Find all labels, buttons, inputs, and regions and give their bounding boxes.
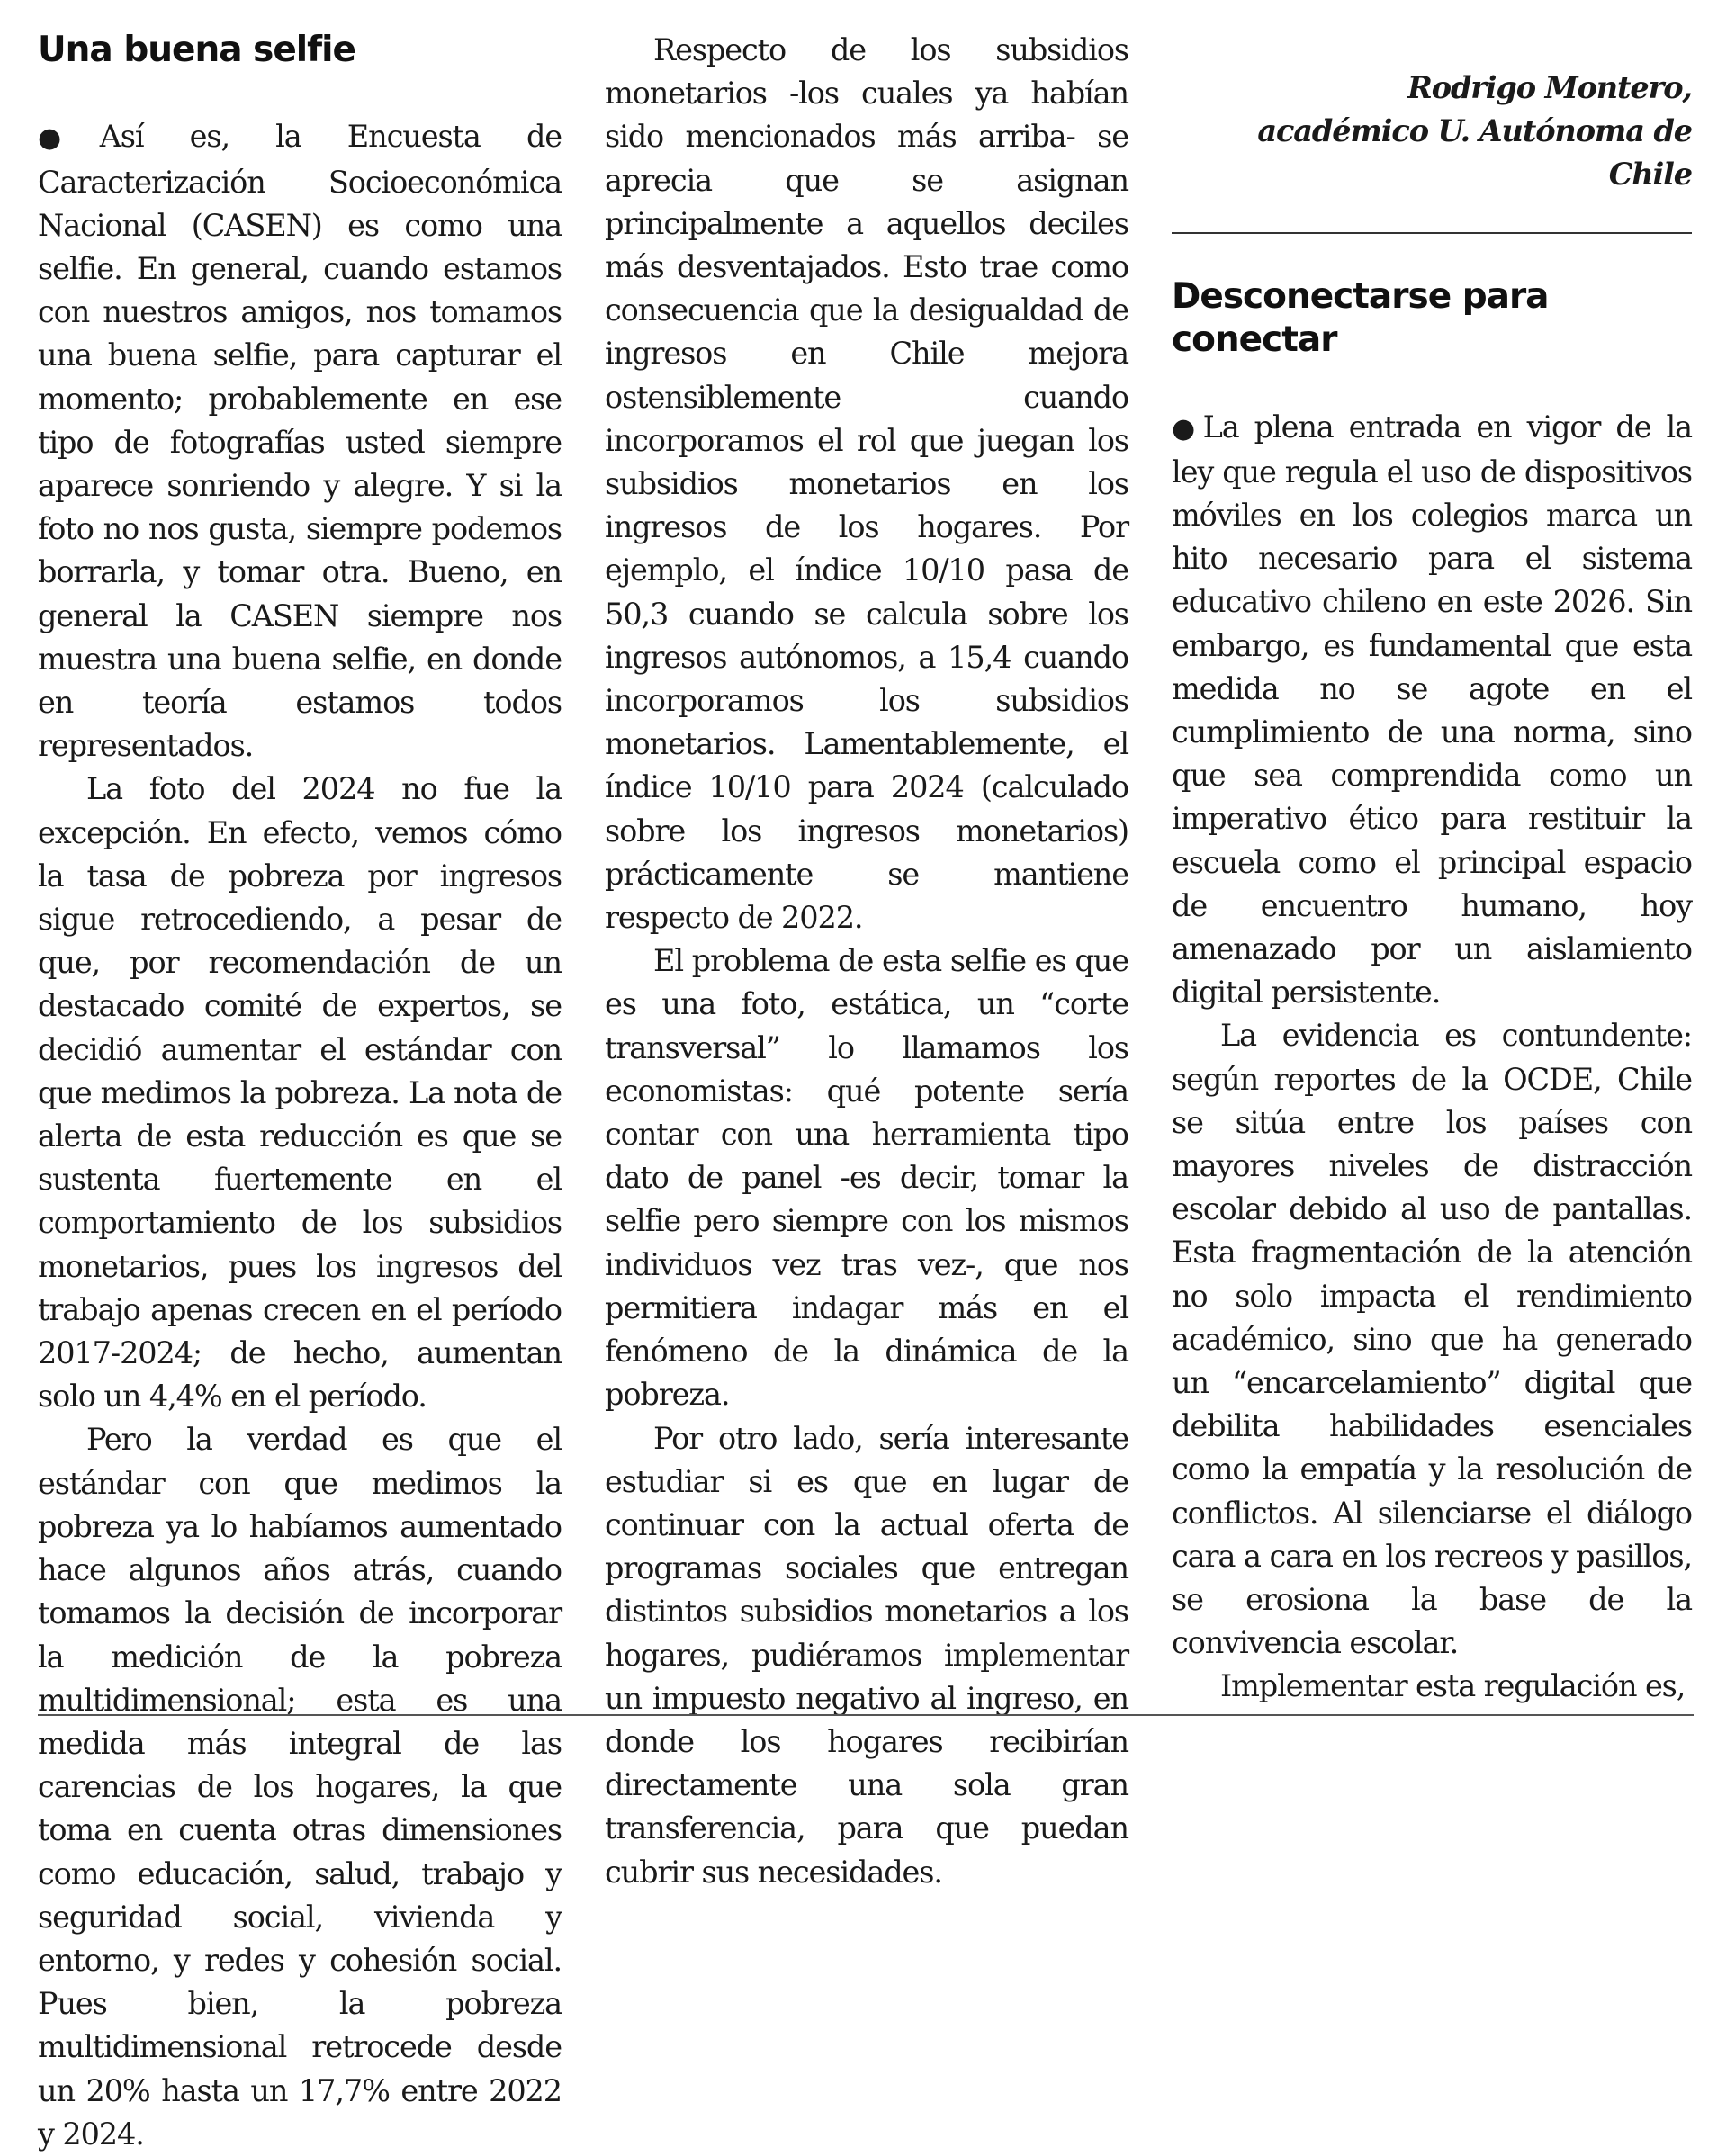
article2-paragraph-1 [1172,406,1692,1015]
article2-title: Desconectarse para conectar [1172,276,1549,361]
article1-paragraph-4: Respecto de los subsidios monetarios -los cuales ya habían sido mencionados más arriba- se aprecia que se asignan principalmente a aquellos deciles más desventajados. Esto trae como consecuencia que la desigualdad de ingresos en Chile mejora ostensiblemente cuando incorporamos el rol que juegan los subsidios monetarios en los ingresos de los hogares. Por ejemplo, el índice 10/10 pasa de 50,3 cuando se calcula sobre los ingresos autónomos, a 15,4 cuando incorporamos los subsidios monetarios. Lamentablemente, el índice 10/10 para 2024 (calculado sobre los ingresos monetarios) prácticamente se mantiene respecto de 2022. [605,32,1128,936]
article2-paragraph-3: Implementar esta regulación es, [1220,1668,1686,1704]
article1-paragraph-3: Pero la verdad es que el estándar con que medimos la pobreza ya lo habíamos aumentado hace algunos años atrás, cuando tomamos la decisión de incorporar la medición de la pobreza multidimensional; esta es una medida más integral de las carencias de los hogares, la que toma en cuenta otras dimensiones como educación, salud, trabajo y seguridad social, vivienda y entorno, y redes y cohesión social. Pues bien, la pobreza multidimensional retrocede desde un 20% hasta un 17,7% entre 2022 y 2024. [38,1422,562,2152]
article2-paragraph-2: La evidencia es contundente: según reportes de la OCDE, Chile se sitúa entre los países con mayores niveles de distracción escolar debido al uso de pantallas. Esta fragmentación de la atención no solo impacta el rendimiento académico, sino que ha generado un “encarcelamiento” digital que debilita habilidades esenciales como la empatía y la resolución de conflictos. Al silenciarse el diálogo cara a cara en los recreos y pasillos, se erosiona la base de la convivencia escolar. [1172,1018,1692,1661]
article1-signature [1172,67,1692,196]
article-column-2 [605,29,1128,1894]
author-title: académico U. Autónoma de Chile [1257,113,1692,192]
bottom-rule [38,1714,1694,1716]
article1-paragraph-5: El problema de esta selfie es que es una foto, estática, un “corte transversal” lo llamamos los economistas: qué potente sería contar con una herramienta tipo dato de panel -es decir, tomar la selfie pero siempre con los mismos individuos vez tras vez-, que nos permitiera indagar más en el fenómeno de la dinámica de la pobreza. [605,943,1128,1413]
article1-paragraph-1-text: Así es, la Encuesta de Caracterización Socioeconómica Nacional (CASEN) es como una selfie. En general, cuando estamos con nuestros amigos, nos tomamos una buena selfie, para capturar el momento; probablemente en ese tipo de fotografías usted siempre aparece sonriendo y alegre. Y si la foto no nos gusta, siempre podemos borrarla, y tomar otra. Bueno, en general la CASEN siempre nos muestra una buena selfie, en donde en teoría estamos todos representados. [38,119,562,764]
article1-paragraph-6: Por otro lado, sería interesante estudiar si es que en lugar de continuar con la actual oferta de programas sociales que entregan distintos subsidios monetarios a los hogares, pudiéramos implementar un impuesto negativo al ingreso, en donde los hogares recibirían directamente una sola gran transferencia, para que puedan cubrir sus necesidades. [605,1420,1128,1890]
author-name: Rodrigo Montero, [1407,70,1692,105]
article1-paragraph-1 [38,115,562,768]
article-column-1 [38,29,562,2156]
bullet-icon: ● [38,122,98,155]
article-column-3 [1172,29,1692,1709]
article-divider [1172,232,1692,234]
article1-title: Una buena selfie [38,30,355,70]
article1-paragraph-2: La foto del 2024 no fue la excepción. En efecto, vemos cómo la tasa de pobreza por ingresos sigue retrocediendo, a pesar de que, por recomendación de un destacado comité de expertos, se decidió aumentar el estándar con que medimos la pobreza. La nota de alerta de esta reducción es que se sustenta fuertemente en el comportamiento de los subsidios monetarios, pues los ingresos del trabajo apenas crecen en el período 2017-2024; de hecho, aumentan solo un 4,4% en el período. [38,771,562,1415]
article2-paragraph-1-text: La plena entrada en vigor de la ley que regula el uso de dispositivos móviles en los colegios marca un hito necesario para el sistema educativo chileno en este 2026. Sin embargo, es fundamental que esta medida no se agote en el cumplimiento de una norma, sino que sea comprendida como un imperativo ético para restituir la escuela como el principal espacio de encuentro humano, hoy amenazado por un aislamiento digital persistente. [1172,409,1692,1011]
bullet-icon: ● [1172,412,1201,445]
